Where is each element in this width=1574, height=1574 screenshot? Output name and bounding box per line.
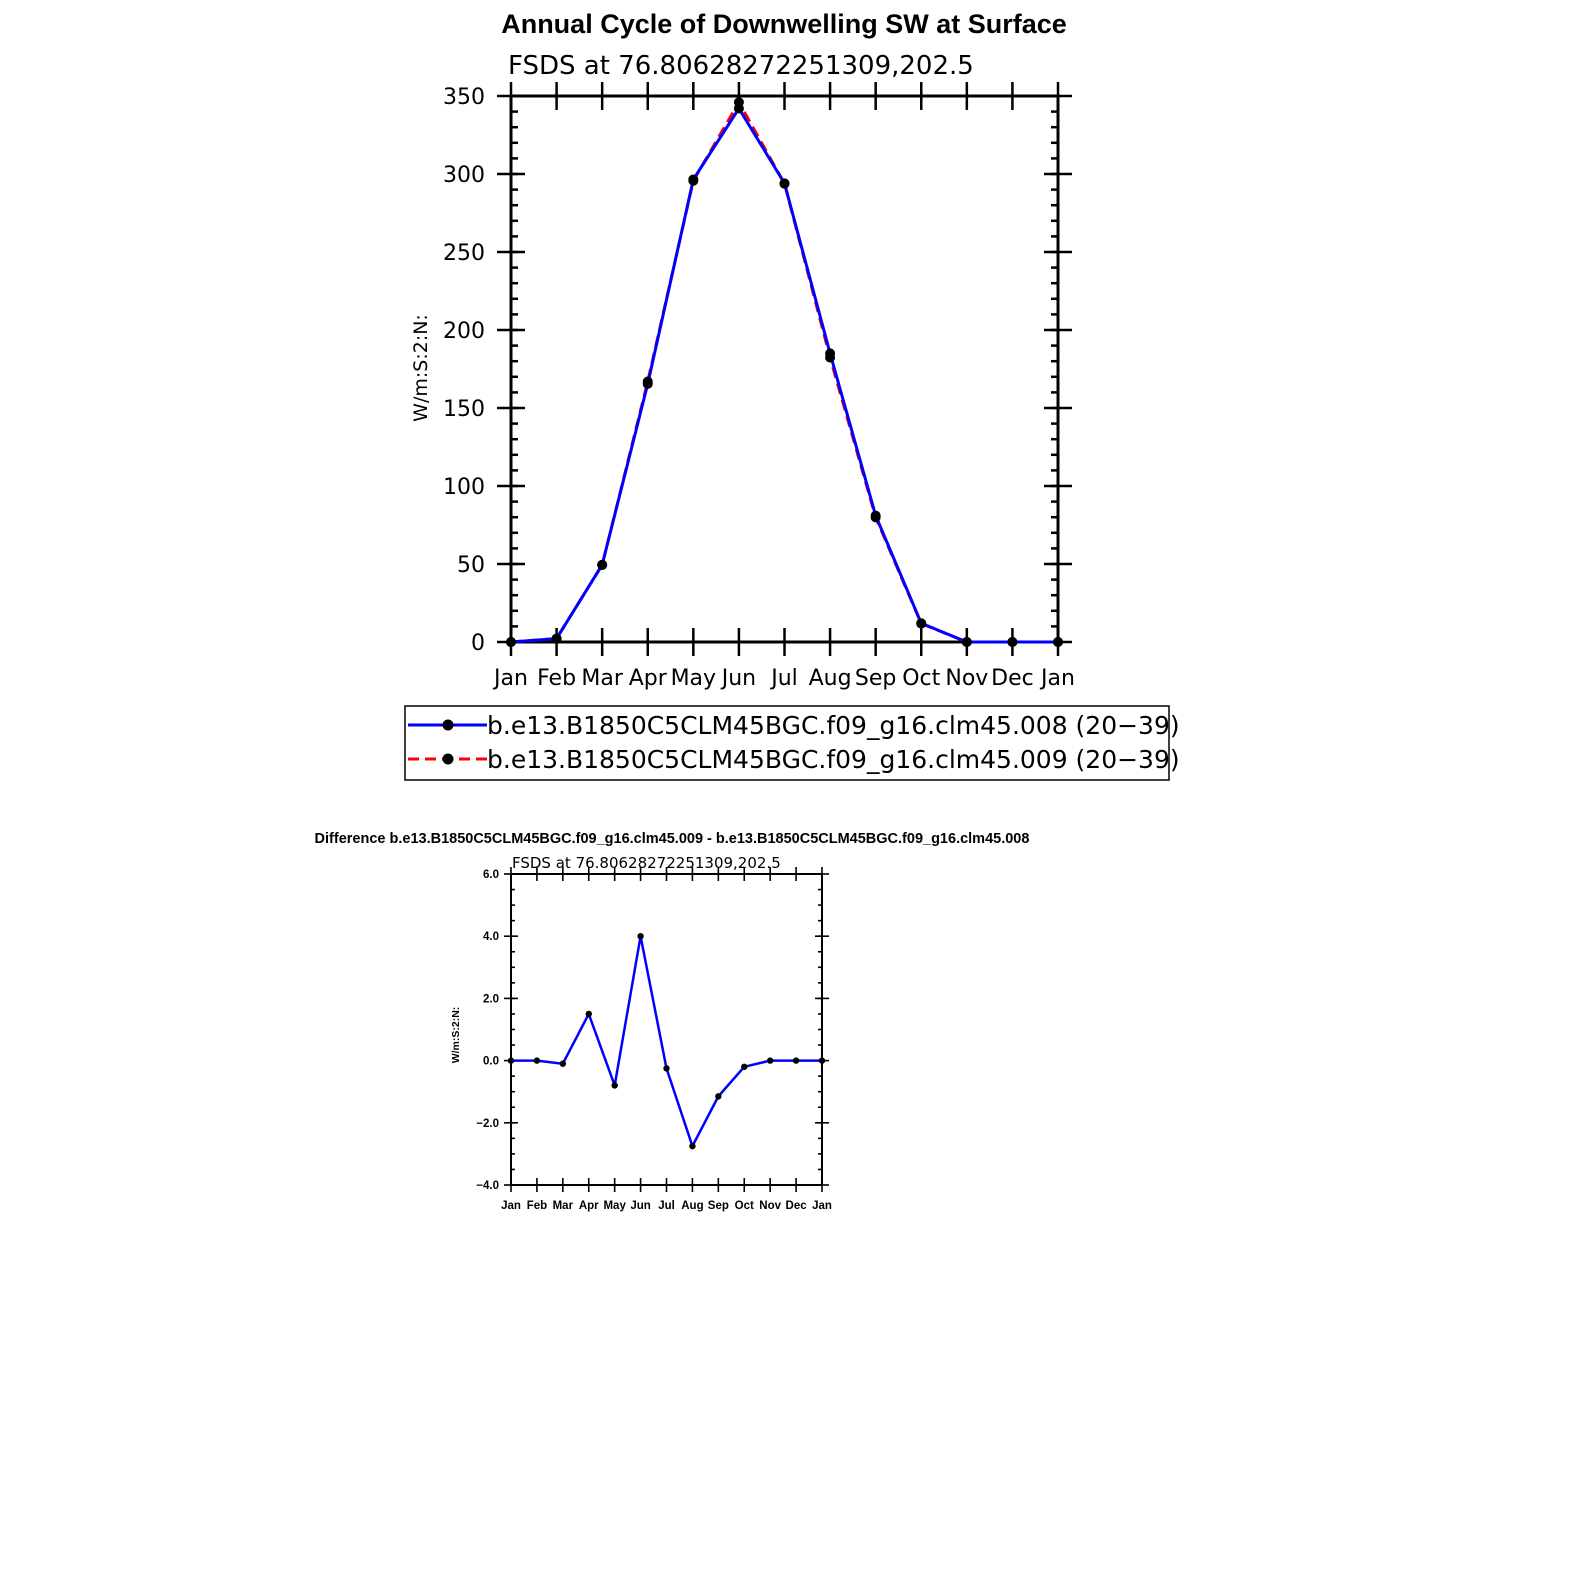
series-line: [511, 936, 822, 1146]
data-point: [689, 1143, 695, 1149]
legend-marker-series-1: [443, 720, 454, 731]
x-tick-label: May: [670, 666, 717, 691]
data-point: [819, 1057, 825, 1063]
x-tick-label: Sep: [707, 1200, 729, 1212]
y-tick-label: 2.0: [483, 993, 499, 1006]
axes-frame: [511, 96, 1058, 642]
x-tick-label: Sep: [854, 666, 897, 691]
y-tick-label: 0.0: [483, 1055, 499, 1068]
x-tick-label: Jul: [771, 666, 798, 691]
x-tick-label: Apr: [578, 1200, 599, 1212]
x-tick-label: Aug: [808, 666, 852, 691]
x-tick-label: Nov: [945, 666, 989, 691]
difference-x-tick-labels: [501, 1200, 832, 1212]
x-tick-label: Jun: [721, 666, 757, 691]
x-tick-label: Aug: [681, 1200, 704, 1212]
difference-chart-subtitle: FSDS at 76.80628272251309,202.5: [512, 854, 781, 872]
data-point: [552, 634, 562, 644]
data-point: [962, 637, 972, 647]
data-point: [688, 176, 698, 186]
x-tick-label: Jan: [1041, 666, 1075, 691]
data-point: [643, 376, 653, 386]
x-tick-label: Jan: [501, 1200, 521, 1212]
y-tick-label: 0: [471, 631, 485, 656]
y-tick-labels: [443, 85, 485, 656]
legend-label-series-1: b.e13.B1850C5CLM45BGC.f09_g16.clm45.008 (20−39): [487, 711, 1180, 740]
chart-title: Annual Cycle of Downwelling SW at Surface: [501, 9, 1067, 39]
difference-y-tick-labels: [476, 869, 499, 1192]
y-tick-label: −4.0: [476, 1180, 499, 1192]
difference-tick-marks: [504, 867, 829, 1192]
data-point: [767, 1057, 773, 1063]
y-tick-label: −2.0: [476, 1117, 499, 1130]
data-point: [597, 560, 607, 570]
data-point: [1007, 637, 1017, 647]
x-tick-label: Jul: [658, 1200, 675, 1212]
x-tick-label: Jan: [494, 666, 528, 691]
y-tick-label: 200: [443, 319, 485, 344]
legend-marker-series-2: [443, 754, 454, 765]
x-tick-label: Jan: [812, 1200, 832, 1212]
y-tick-label: 350: [443, 85, 485, 110]
data-series: [506, 97, 1063, 647]
x-tick-label: Feb: [526, 1200, 548, 1212]
annual-cycle-chart: [405, 9, 1180, 780]
legend-label-series-2: b.e13.B1850C5CLM45BGC.f09_g16.clm45.009 (20−39): [487, 745, 1180, 774]
data-point: [663, 1065, 669, 1071]
y-tick-label: 6.0: [483, 869, 499, 881]
chart-subtitle: FSDS at 76.80628272251309,202.5: [508, 51, 974, 81]
data-point: [1053, 637, 1063, 647]
y-tick-label: 100: [443, 475, 485, 500]
data-point: [871, 512, 881, 522]
data-point: [560, 1061, 566, 1067]
y-axis-label: W/m:S:2:N:: [410, 314, 432, 422]
data-point: [916, 619, 926, 629]
x-tick-label: May: [603, 1200, 626, 1212]
x-tick-label: Nov: [759, 1200, 782, 1212]
y-tick-label: 50: [457, 553, 485, 578]
data-point: [506, 637, 516, 647]
data-point: [508, 1057, 514, 1063]
data-point: [611, 1082, 617, 1088]
plot-frame: [511, 96, 1058, 642]
data-point: [734, 97, 744, 107]
x-tick-labels: [492, 666, 1075, 691]
difference-chart-title: Difference b.e13.B1850C5CLM45BGC.f09_g16.clm45.009 - b.e13.B1850C5CLM45BGC.f09_g16.clm45.008: [314, 831, 1030, 847]
x-tick-label: Dec: [785, 1200, 807, 1212]
legend: [405, 706, 1180, 780]
x-tick-label: Feb: [537, 666, 577, 691]
data-point: [780, 179, 790, 189]
data-point: [715, 1093, 721, 1099]
data-point: [586, 1011, 592, 1017]
x-tick-label: Apr: [628, 666, 667, 691]
data-point: [741, 1064, 747, 1070]
y-tick-label: 4.0: [483, 931, 499, 944]
y-tick-label: 250: [443, 241, 485, 266]
x-tick-label: Oct: [902, 666, 941, 691]
x-tick-label: Mar: [552, 1200, 574, 1212]
data-point: [793, 1057, 799, 1063]
data-point: [825, 353, 835, 363]
y-tick-label: 300: [443, 163, 485, 188]
x-tick-label: Mar: [581, 666, 623, 691]
data-point: [534, 1057, 540, 1063]
x-tick-label: Dec: [991, 666, 1034, 691]
difference-y-axis-label: W/m:S:2:N:: [450, 1006, 462, 1064]
plot-frame: [511, 874, 822, 1185]
difference-chart: [315, 831, 1030, 1212]
x-tick-label: Oct: [734, 1200, 754, 1212]
difference-axes-frame: [511, 874, 822, 1185]
difference-data-series: [508, 933, 825, 1149]
tick-marks: [497, 82, 1072, 656]
data-point: [637, 933, 643, 939]
x-tick-label: Jun: [630, 1200, 651, 1212]
y-tick-label: 150: [443, 397, 485, 422]
